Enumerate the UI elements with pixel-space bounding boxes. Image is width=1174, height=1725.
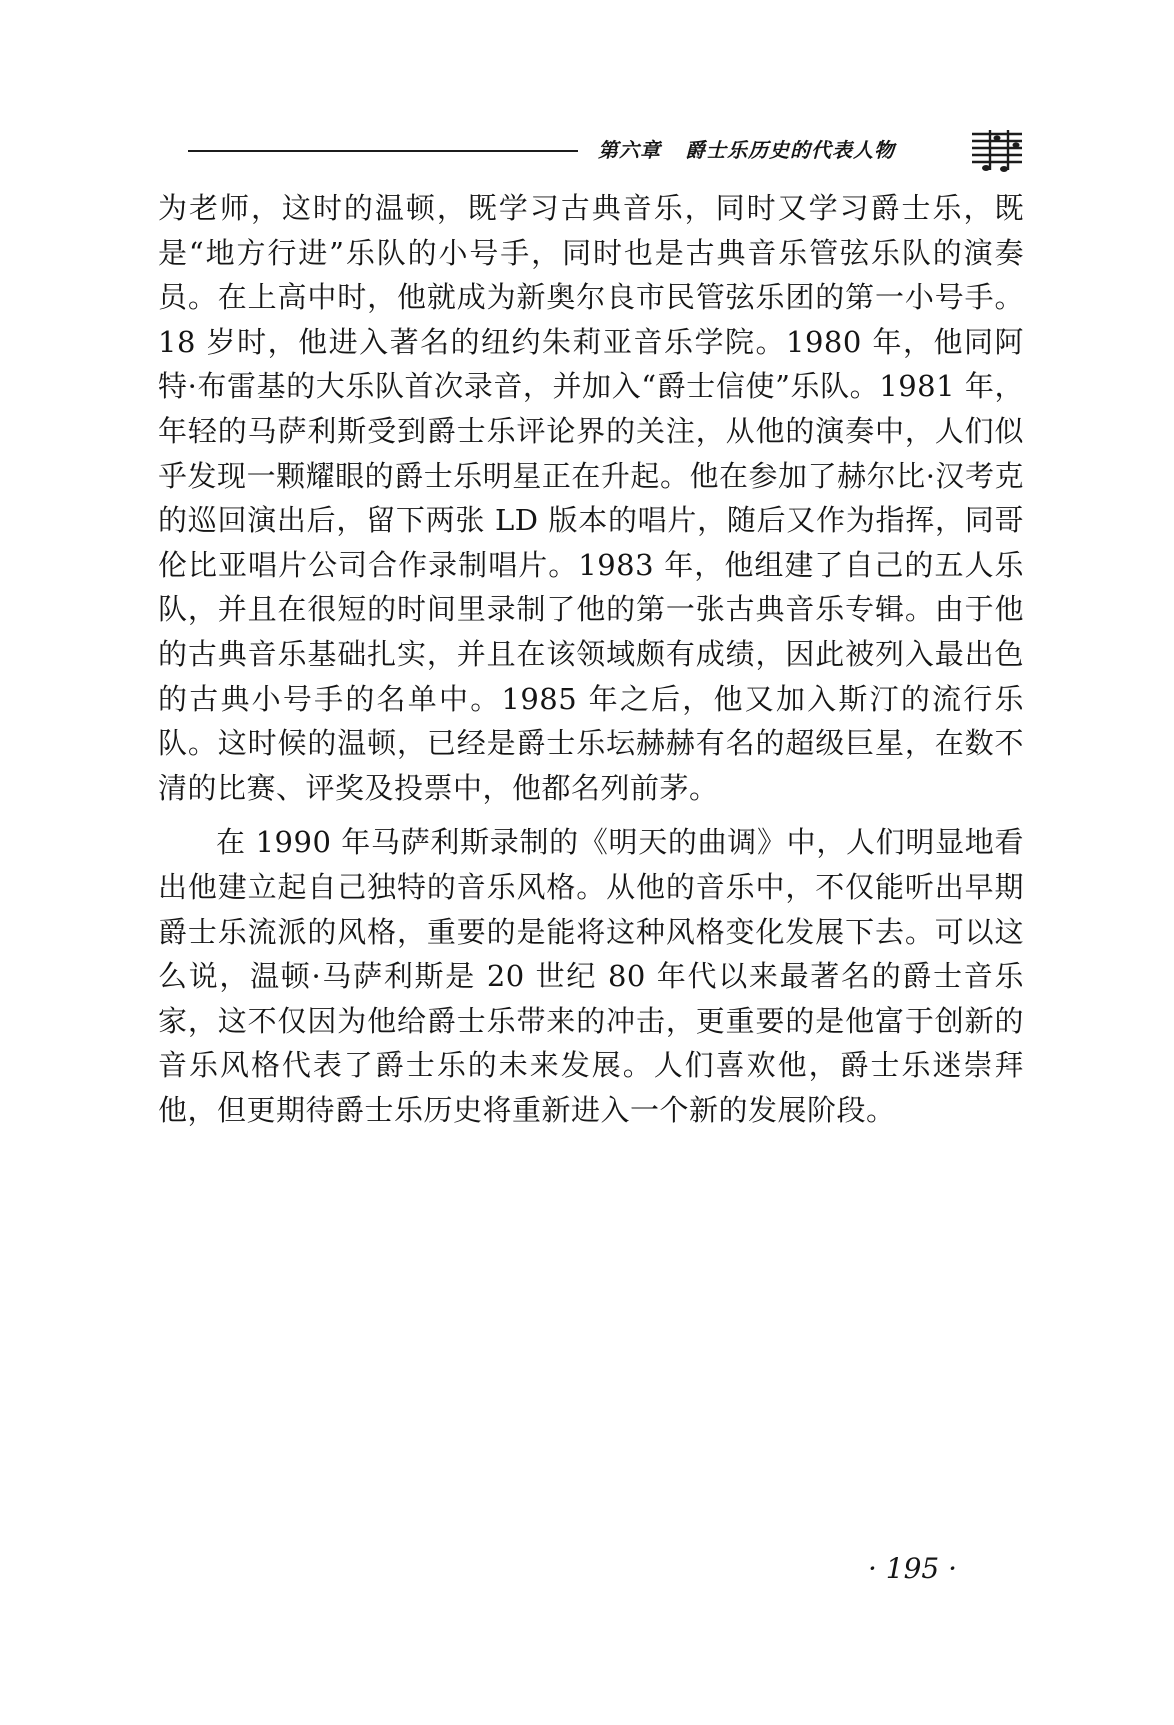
paragraph-2: 在 1990 年马萨利斯录制的《明天的曲调》中，人们明显地看出他建立起自己独特的音乐风格。从他的音乐中，不仅能听出早期爵士乐流派的风格，重要的是能将这种风格变化发展下去。可以这么说，温顿·马萨利斯是 20 世纪 80 年代以来最著名的爵士音乐家，这不仅因为他给爵士乐带来的冲击，更重要的是他富于创新的音乐风格代表了爵士乐的未来发展。人们喜欢他，爵士乐迷崇拜他，但更期待爵士乐历史将重新进入一个新的发展阶段。 <box>158 825 1024 1127</box>
running-header <box>188 128 1026 172</box>
header-rule <box>188 150 578 152</box>
music-staff-icon <box>970 126 1026 174</box>
body-text <box>158 186 1024 1132</box>
paragraph-1: 为老师，这时的温顿，既学习古典音乐，同时又学习爵士乐，既是“地方行进”乐队的小号手，同时也是古典音乐管弦乐队的演奏员。在上高中时，他就成为新奥尔良市民管弦乐团的第一小号手。18 岁时，他进入著名的纽约朱莉亚音乐学院。1980 年，他同阿特·布雷基的大乐队首次录音，并加入“爵士信使”乐队。1981 年，年轻的马萨利斯受到爵士乐评论界的关注，从他的演奏中，人们似乎发现一颗耀眼的爵士乐明星正在升起。他在参加了赫尔比·汉考克的巡回演出后，留下两张 LD 版本的唱片，随后又作为指挥，同哥伦比亚唱片公司合作录制唱片。1983 年，他组建了自己的五人乐队，并且在很短的时间里录制了他的第一张古典音乐专辑。由于他的古典音乐基础扎实，并且在该领域颇有成绩，因此被列入最出色的古典小号手的名单中。1985 年之后，他又加入斯汀的流行乐队。这时候的温顿，已经是爵士乐坛赫赫有名的超级巨星，在数不清的比赛、评奖及投票中，他都名列前茅。 <box>158 191 1024 805</box>
page-number: · 195 · <box>868 1552 958 1585</box>
chapter-number: 第六章 <box>598 138 661 162</box>
chapter-title: 爵士乐历史的代表人物 <box>685 138 895 162</box>
header-text <box>598 134 895 163</box>
